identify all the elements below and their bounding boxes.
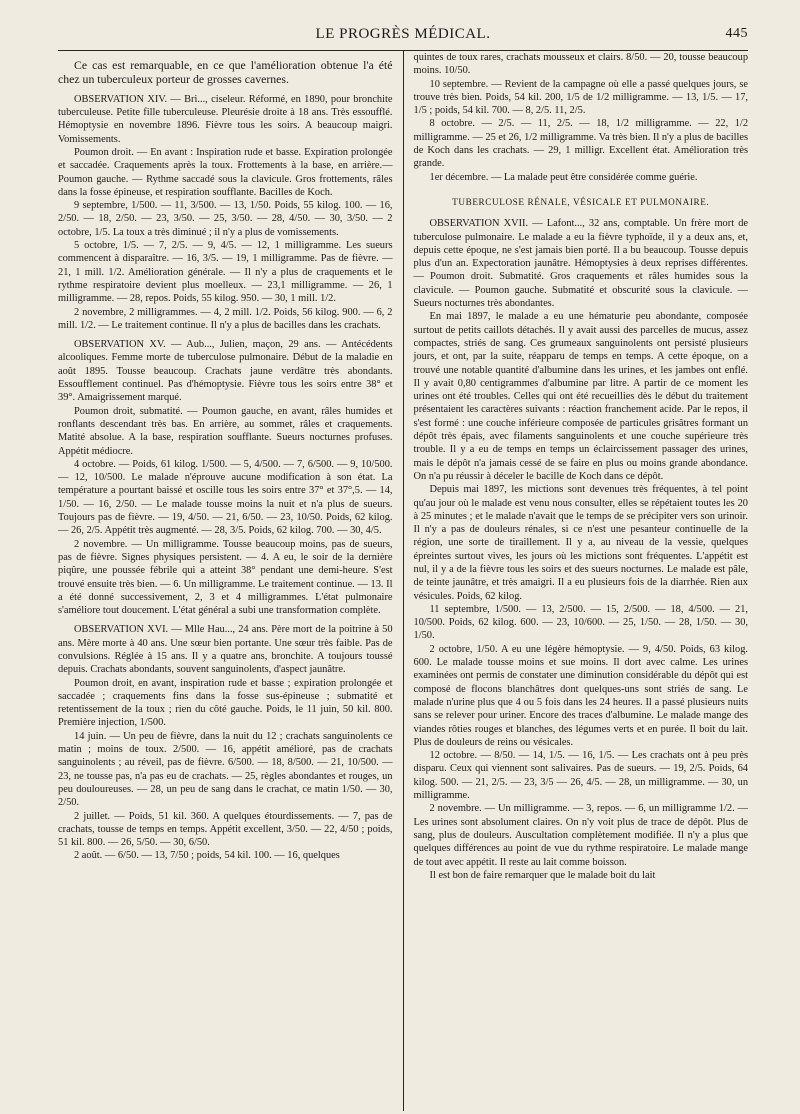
observation-15-november: 2 novembre. — Un milligramme. Tousse beaucoup moins, pas de sueurs, pas de fièvre. Signes physiques persistent. — 4. A eu, le soir de la dernière piqûre, une poussée fébrile qui a atteint 38° pendant une demi-heure. S'est trouvé ensuite très bien. — 6. Un milligramme. Le traitement continue. — 13. Il a été donné successivement, 2, 3 et 4 milligrammes. L'état pulmonaire s'améliore tout doucement. L'état général a subi une transformation complète. [58, 538, 393, 617]
right-column [410, 51, 749, 1111]
observation-17-mictions: Depuis mai 1897, les mictions sont devenues très fréquentes, à tel point qu'au jour où le malade est venu nous consulter, elles se répétaient toutes les 20 à 25 minutes ; et le malade n'avait que le temps de se précipiter vers son urinoir. Il n'y a pas de douleurs rénales, si ce n'est une pesanteur continuelle de la région, une sorte de tiraillement. Il y a, au niveau de la vessie, quelques épreintes surtout vives, les jours où les mictions sont fréquentes. L'appétit est nul, il y a de la fièvre tous les soirs et des sueurs nocturnes. Le malade est pâle, de teinte jaunâtre, et très amaigri. Il a eu plusieurs fois de la diarrhée. Rien aux vésicules. Poids, 62 kilog. [413, 484, 749, 602]
observation-17-november: 2 novembre. — Un milligramme. — 3, repos. — 6, un milligramme 1/2. — Les urines sont absolument claires. On n'y voit plus de trace de dépôt. Plus de sang, plus de douleurs. Auscultation complètement modifiée. Il n'y a plus que quelques différences au point de vue du rythme respiratoire. Le malade mange de tout avec appétit. Il reste au lait comme boisson. [413, 803, 749, 868]
observation-16-july: 2 juillet. — Poids, 51 kil. 360. A quelques étourdissements. — 7, pas de crachats, tousse de temps en temps. Appétit excellent, 3/50. — 22, 4/50 ; poids, 51 kil. 800. — 26, 5/50. — 30, 6/50. [58, 810, 393, 849]
observation-14-exam: Poumon droit. — En avant : Inspiration rude et basse. Expiration prolongée et saccadée. Craquements après la toux. Frottements à la base, en arrière.— Poumon gauche. — Rythme saccadé sous la clavicule. Gros frottements, râles dans la fosse épineuse, et respiration soufflante. Bacilles de Koch. [58, 147, 393, 198]
running-head [58, 26, 748, 44]
observation-17-october-12: 12 octobre. — 8/50. — 14, 1/5. — 16, 1/5. — Les crachats ont à peu près disparu. Ceux qui viennent sont salivaires. Pas de sueurs. — 19, 2/5. Poids, 64 kilog. 500. — 21, 2/5. — 23, 3/5 — 26, 4/5. — 28, un milligramme. — 30, un milligramme. [413, 750, 749, 802]
text-columns [58, 51, 748, 1111]
left-column [58, 51, 397, 1111]
observation-17-september: 11 septembre, 1/500. — 13, 2/500. — 15, 2/500. — 18, 4/500. — 21, 10/500. Poids, 62 kilog. 600. — 23, 10/600. — 25, 1/50. — 28, 1/50. — 30, 1/50. [413, 603, 749, 642]
observation-16-october: 8 octobre. — 2/5. — 11, 2/5. — 18, 1/2 milligramme. — 22, 1/2 milligramme. — 25 et 26, 1/2 milligramme. Va très bien. Il n'y a plus de bacilles de Koch dans les crachats. — 29, 1 milligr. Excellent état. Amélioration très grande. [413, 118, 749, 170]
observation-17-hematuria: En mai 1897, le malade a eu une hématurie peu abondante, composée surtout de petits caillots détachés. Il y avait aussi des parcelles de mucus, assez compactes, striés de sang. Ces grumeaux sanguinolents ont persisté plusieurs jours, et ont, par la suite, réapparu de temps en temps. A cette époque, on a trouvé une notable quantité d'albumine dans les urines, et les jambes ont enflé. Il y avait 0,80 centigrammes d'albumine par litre. A partir de ce moment les urines ont été troubles. Celles qui ont été recueillies dès le début du traitement présentaient les caractères suivants : réaction franchement acide. Par le repos, il s'est formé : une couche inférieure composée de particules grisâtres formant un dépôt très épais, avec filaments sanguinolents et une couche supérieure très trouble. Il y a eu de temps en temps un éclaircissement passager des urines, mais le dépôt n'a jamais cessé de se faire en plus ou moins grande abondance. On n'a pu réussir à déceler le bacille de Koch dans ce dépôt. [413, 311, 749, 482]
observation-17-header: OBSERVATION XVII. — Lafont..., 32 ans, comptable. Un frère mort de tuberculose pulmonaire. Le malade a eu la fièvre typhoïde, il y a deux ans, et, depuis cette époque, ne s'est jamais bien porté. Il a bu beaucoup. Tousse depuis plus d'un an. Expectoration jaunâtre. Hémoptysies à deux reprises différentes. — Poumon droit. Submatité. Gros craquements et râles humides sous la clavicule. — Poumon gauche. Submatité et obscurité sous la clavicule. — Sueurs nocturnes très abondantes. [413, 218, 749, 310]
observation-17-october-2: 2 octobre, 1/50. A eu une légère hémoptysie. — 9, 4/50. Poids, 63 kilog. 600. Le malade tousse moins et sue moins. Il dort avec calme. Les urines examinées ont permis de constater une diminution considérable du dépôt qui est composé de flocons blanchâtres dont quelques-uns sont striés de sang. Le malade n'urine plus que 4 ou 5 fois dans les 24 heures. Il a passé plusieurs nuits sans se relever pour uriner. Encore des traces d'albumine. Le malade mange des viandes rôties rouges et blanches, des légumes verts et en purée. Il boit du lait. Plus de douleurs de reins ou vésicales. [413, 643, 749, 748]
observation-14-header: OBSERVATION XIV. — Bri..., ciseleur. Réformé, en 1890, pour bronchite tuberculeuse. Petite fille tuberculeuse. Pleurésie droite à 18 ans. Très essoufflé. Hémoptysie en novembre 1896. Fièvre tous les soirs. A beaucoup maigri. Vomissements. [58, 93, 393, 145]
observation-16-june: 14 juin. — Un peu de fièvre, dans la nuit du 12 ; crachats sanguinolents ce matin ; moins de toux. 2/500. — 16, appétit amélioré, pas de crachats sanguinolents ; au réveil, pas de fièvre. 6/500. — 18, 8/500. — 21, 10/500. — 23, ne tousse pas, n'a pas eu de crachats. — 25, règles abondantes et rouges, un peu douloureuses. — 28, un peu de sang dans le crachat, ce matin 1/50. — 30, 2/50. [58, 730, 393, 809]
observation-16-august: 2 août. — 6/50. — 13, 7/50 ; poids, 54 kil. 100. — 16, quelques [74, 850, 340, 862]
observation-15-exam: Poumon droit, submatité. — Poumon gauche, en avant, râles humides et ronflants descendant très bas. En arrière, au sommet, râles et craquements. Matité absolue. A la base, respiration soufflante. Sueurs nocturnes profuses. Appétit médiocre. [58, 405, 393, 457]
intro-paragraph: Ce cas est remarquable, en ce que l'amélioration obtenue l'a été chez un tuberculeux porteur de grosses cavernes. [58, 58, 393, 87]
observation-14-september: 9 septembre, 1/500. — 11, 3/500. — 13, 1/50. Poids, 55 kilog. 100. — 16, 2/50. — 18, 2/50. — 23, 3/50. — 25, 3/50. — 28, 4/50. — 30, 3/50. — 2 octobre, 1/5. La toux a très diminué ; il n'y a plus de vomissements. [58, 200, 393, 238]
observation-17-closing: Il est bon de faire remarquer que le malade boit du lait [429, 869, 656, 881]
observation-16-header: OBSERVATION XVI. — Mlle Hau..., 24 ans. Père mort de la poitrine à 50 ans. Mère morte à 40 ans. Une sœur bien portante. Une sœur très faible. Pas de convulsions. Réglée à 15 ans. Il y a quatre ans, bronchite. A toujours toussé depuis. Crachats abondants, souvent sanguinolents, d'aspect jaunâtre. [58, 624, 393, 676]
section-heading: TUBERCULOSE RÉNALE, VÉSICALE ET PULMONAIRE. [452, 196, 710, 207]
column-divider [403, 51, 404, 1111]
observation-15-header: OBSERVATION XV. — Aub..., Julien, maçon, 29 ans. — Antécédents alcooliques. Femme morte de tuberculose pulmonaire. Début de la maladie en août 1895. Tousse beaucoup. Crachats jaune verdâtre très abondants. Essoufflement continuel. Pas d'hémoptysie. Fièvre tous les soirs entre 38° et 39°. Amaigrissement marqué. [58, 339, 393, 404]
observation-16-exam: Poumon droit, en avant, inspiration rude et basse ; expiration prolongée et saccadée ; craquements fins dans la fosse sus-épineuse ; submatité et retentissement de la toux ; rien du côté gauche. Poids, le 11 juin, 50 kil. 800. Première injection, 1/500. [58, 677, 393, 729]
running-title: LE PROGRÈS MÉDICAL. [315, 26, 491, 42]
observation-14-october: 5 octobre, 1/5. — 7, 2/5. — 9, 4/5. — 12, 1 milligramme. Les sueurs commencent à disparaître. — 16, 3/5. — 19, 1 milligramme. Pas de fièvre. — 21, 1 mill. 1/2. Amélioration générale. — Il n'y a plus de craquements et le rythme respiratoire devient plus moelleux. — 23,1 milligramme. — 26, 1 milligramme. — 28, repos. Poids, 55 kilog. 950. — 30, 1 mill. 1/2. [58, 240, 393, 305]
observation-16-continued: quintes de toux rares, crachats mousseux et clairs. 8/50. — 20, tousse beaucoup moins. 10/50. [413, 52, 749, 77]
observation-14-november: 2 novembre, 2 milligrammes. — 4, 2 mill. 1/2. Poids, 56 kilog. 900. — 6, 2 mill. 1/2. — Le traitement continue. Il n'y a plus de bacilles dans les crachats. [58, 306, 393, 331]
observation-16-september: 10 septembre. — Revient de la campagne où elle a passé quelques jours, se trouve très bien. Poids, 54 kil. 200, 1/5 de 1/2 milligramme. — 13, 1/5. — 17, 1/5 ; poids, 54 kil. 700. — 8, 2/5. 11, 2/5. [413, 78, 749, 117]
page-number: 445 [725, 26, 748, 41]
observation-16-december: 1er décembre. — La malade peut être considérée comme guérie. [429, 171, 698, 183]
observation-15-october: 4 octobre. — Poids, 61 kilog. 1/500. — 5, 4/500. — 7, 6/500. — 9, 10/500. — 12, 10/500. Le malade n'éprouve aucune modification à son état. La température a pourtant baissé et oscille tous les soirs entre 37° et 37°,5. — 14, 1/50. — 16, 2/50. — Le malade tousse moins la nuit et n'a plus de sueurs. Toujours pas de fièvre. — 19, 4/50. — 21, 6/50. — 23, 10/50. Poids, 62 kilog. — 26, 2/5. Appétit très augmenté. — 28, 3/5. Poids, 62 kilog. 700. — 30, 4/5. [58, 458, 393, 537]
